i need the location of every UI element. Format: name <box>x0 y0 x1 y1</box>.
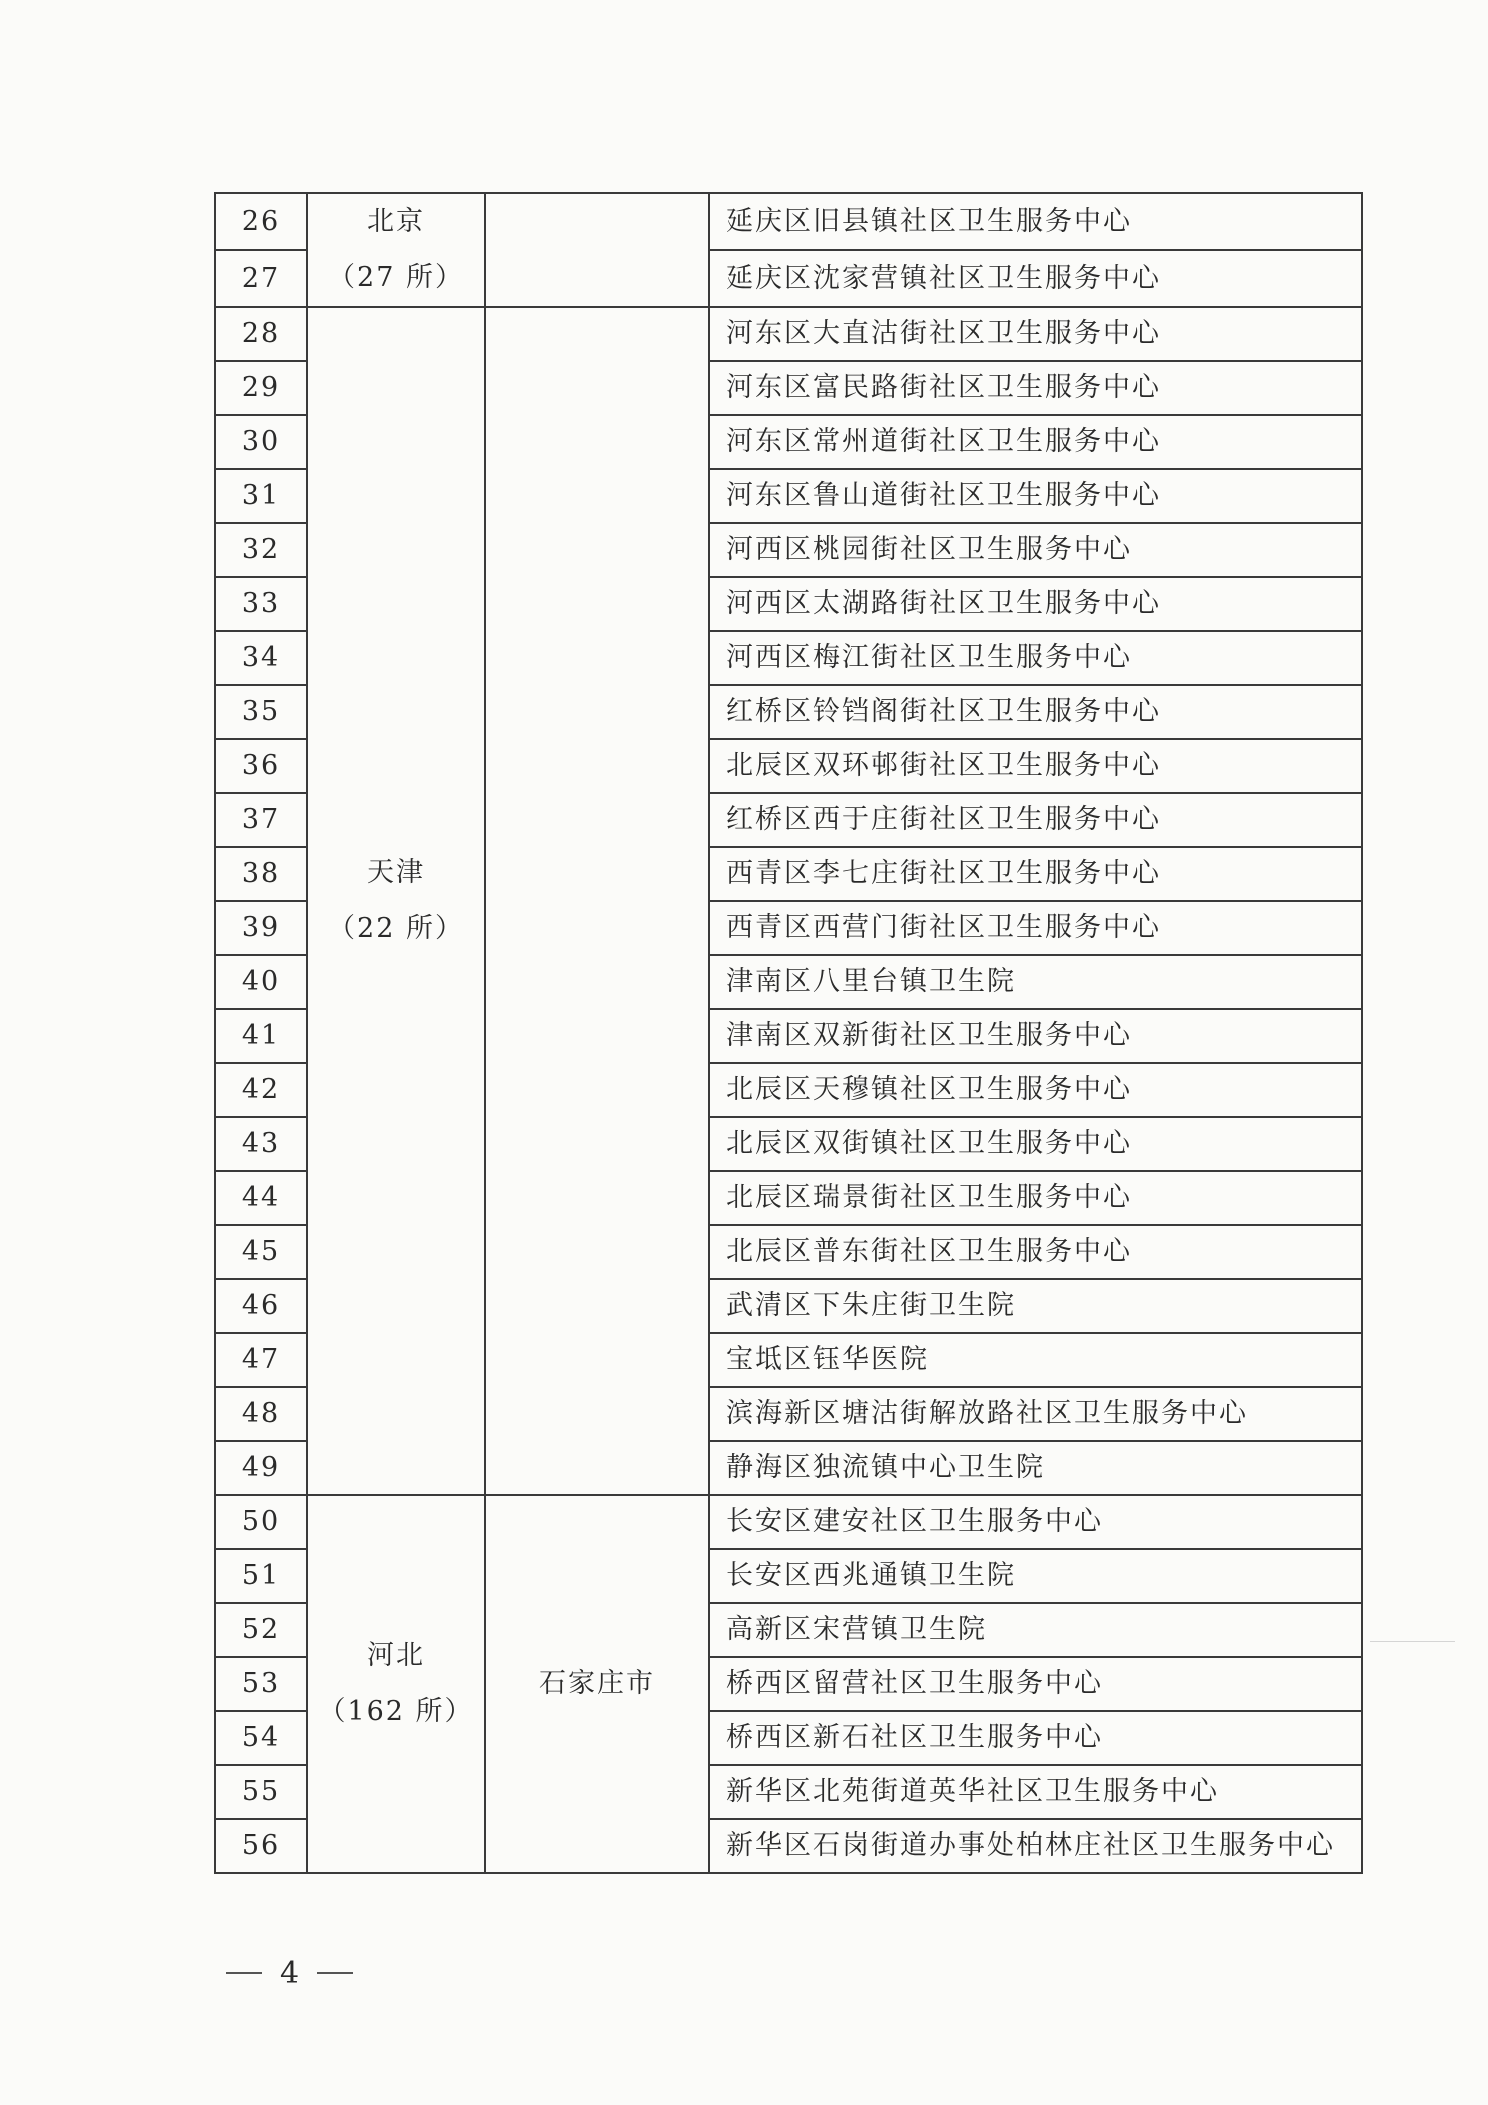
row-number: 56 <box>215 1819 307 1873</box>
institution-name: 北辰区普东街社区卫生服务中心 <box>709 1225 1362 1279</box>
institution-name: 北辰区天穆镇社区卫生服务中心 <box>709 1063 1362 1117</box>
province-count: （27 所） <box>328 262 464 293</box>
footer-dash-right <box>317 1972 353 1974</box>
province-name: 河北 <box>367 1640 425 1671</box>
province-cell-beijing <box>307 193 485 307</box>
row-number: 48 <box>215 1387 307 1441</box>
row-number: 51 <box>215 1549 307 1603</box>
institution-name: 红桥区铃铛阁街社区卫生服务中心 <box>709 685 1362 739</box>
row-number: 27 <box>215 250 307 307</box>
page-number: 4 <box>280 1955 300 1991</box>
institution-name: 河东区鲁山道街社区卫生服务中心 <box>709 469 1362 523</box>
row-number: 26 <box>215 193 307 250</box>
institution-name: 静海区独流镇中心卫生院 <box>709 1441 1362 1495</box>
row-number: 30 <box>215 415 307 469</box>
institution-name: 河西区梅江街社区卫生服务中心 <box>709 631 1362 685</box>
province-count: （162 所） <box>318 1696 474 1727</box>
institution-table <box>214 192 1363 1874</box>
table-row <box>215 307 1362 361</box>
province-name: 北京 <box>367 206 425 237</box>
row-number: 50 <box>215 1495 307 1549</box>
row-number: 35 <box>215 685 307 739</box>
province-count: （22 所） <box>328 913 464 944</box>
institution-name: 河西区桃园街社区卫生服务中心 <box>709 523 1362 577</box>
province-cell-hebei <box>307 1495 485 1873</box>
institution-name: 武清区下朱庄街卫生院 <box>709 1279 1362 1333</box>
row-number: 52 <box>215 1603 307 1657</box>
row-number: 34 <box>215 631 307 685</box>
row-number: 42 <box>215 1063 307 1117</box>
row-number: 46 <box>215 1279 307 1333</box>
institution-name: 滨海新区塘沽街解放路社区卫生服务中心 <box>709 1387 1362 1441</box>
table-row <box>215 1495 1362 1549</box>
institution-name: 河东区富民路街社区卫生服务中心 <box>709 361 1362 415</box>
row-number: 49 <box>215 1441 307 1495</box>
institution-name: 高新区宋营镇卫生院 <box>709 1603 1362 1657</box>
row-number: 40 <box>215 955 307 1009</box>
province-cell-tianjin <box>307 307 485 1495</box>
row-number: 38 <box>215 847 307 901</box>
institution-name: 延庆区沈家营镇社区卫生服务中心 <box>709 250 1362 307</box>
row-number: 54 <box>215 1711 307 1765</box>
institution-name: 河东区常州道街社区卫生服务中心 <box>709 415 1362 469</box>
institution-name: 桥西区新石社区卫生服务中心 <box>709 1711 1362 1765</box>
institution-name: 河西区太湖路街社区卫生服务中心 <box>709 577 1362 631</box>
institution-name: 西青区西营门街社区卫生服务中心 <box>709 901 1362 955</box>
institution-name: 延庆区旧县镇社区卫生服务中心 <box>709 193 1362 250</box>
institution-name: 新华区北苑街道英华社区卫生服务中心 <box>709 1765 1362 1819</box>
institution-name: 宝坻区钰华医院 <box>709 1333 1362 1387</box>
row-number: 32 <box>215 523 307 577</box>
row-number: 41 <box>215 1009 307 1063</box>
row-number: 29 <box>215 361 307 415</box>
row-number: 31 <box>215 469 307 523</box>
row-number: 44 <box>215 1171 307 1225</box>
row-number: 45 <box>215 1225 307 1279</box>
institution-name: 北辰区瑞景街社区卫生服务中心 <box>709 1171 1362 1225</box>
institution-name: 津南区八里台镇卫生院 <box>709 955 1362 1009</box>
row-number: 43 <box>215 1117 307 1171</box>
row-number: 36 <box>215 739 307 793</box>
institution-name: 北辰区双环邨街社区卫生服务中心 <box>709 739 1362 793</box>
row-number: 39 <box>215 901 307 955</box>
institution-name: 河东区大直沽街社区卫生服务中心 <box>709 307 1362 361</box>
footer-dash-left <box>226 1972 262 1974</box>
scan-artifact-line <box>1370 1641 1455 1642</box>
table-row <box>215 193 1362 250</box>
city-cell-beijing <box>485 193 709 307</box>
page-footer <box>226 1951 366 1995</box>
institution-name: 桥西区留营社区卫生服务中心 <box>709 1657 1362 1711</box>
city-cell-shijiazhuang: 石家庄市 <box>485 1495 709 1873</box>
institution-name: 长安区建安社区卫生服务中心 <box>709 1495 1362 1549</box>
institution-name: 北辰区双街镇社区卫生服务中心 <box>709 1117 1362 1171</box>
row-number: 53 <box>215 1657 307 1711</box>
row-number: 55 <box>215 1765 307 1819</box>
row-number: 33 <box>215 577 307 631</box>
row-number: 47 <box>215 1333 307 1387</box>
city-cell-tianjin <box>485 307 709 1495</box>
row-number: 37 <box>215 793 307 847</box>
institution-name: 津南区双新街社区卫生服务中心 <box>709 1009 1362 1063</box>
province-name: 天津 <box>367 857 425 888</box>
institution-name: 新华区石岗街道办事处柏林庄社区卫生服务中心 <box>709 1819 1362 1873</box>
institution-name: 西青区李七庄街社区卫生服务中心 <box>709 847 1362 901</box>
institution-name: 长安区西兆通镇卫生院 <box>709 1549 1362 1603</box>
row-number: 28 <box>215 307 307 361</box>
institution-name: 红桥区西于庄街社区卫生服务中心 <box>709 793 1362 847</box>
